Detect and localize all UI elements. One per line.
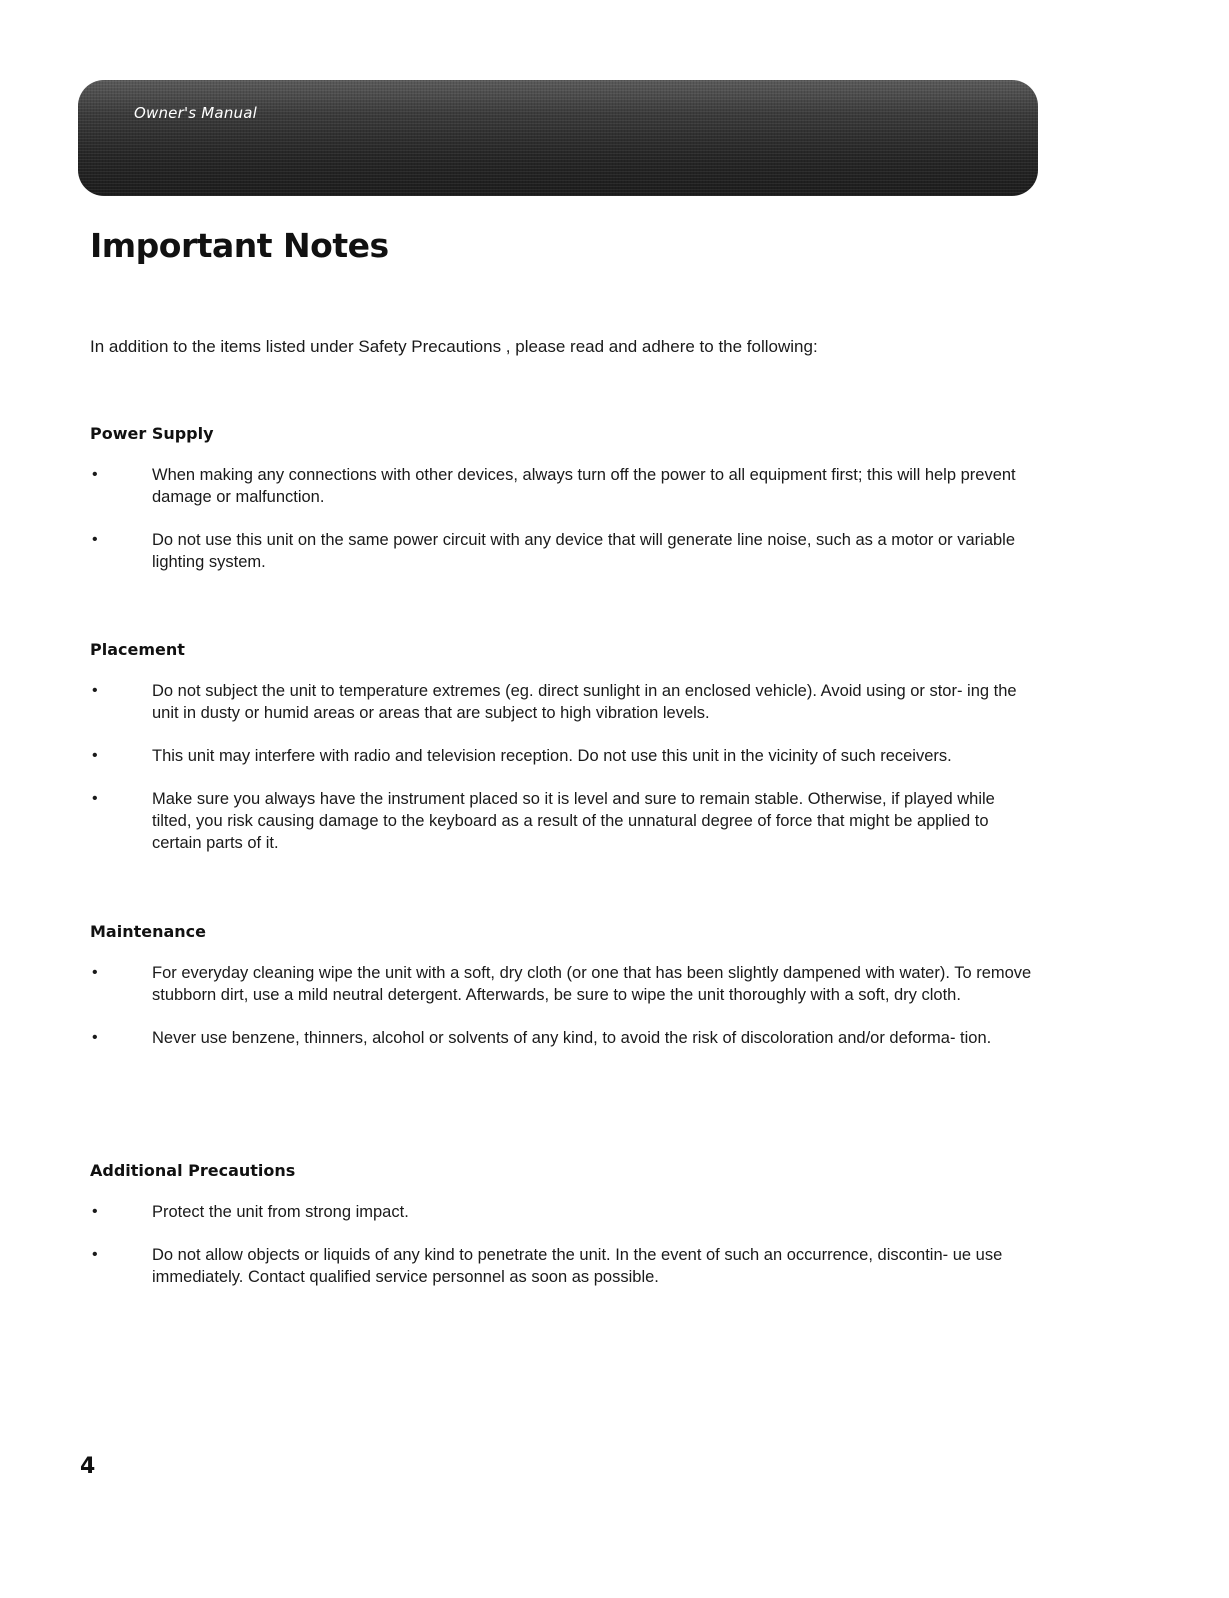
section-heading: Maintenance (90, 922, 207, 941)
bullet-list (90, 962, 1030, 1049)
bullet-icon: • (92, 531, 98, 548)
intro-text: In addition to the items listed under Safety Precautions , please read and adhere to the following: (90, 337, 818, 356)
list-item-text: This unit may interfere with radio and television reception. Do not use this unit in the vicinity of such receivers. (152, 747, 952, 765)
bullet-list (90, 680, 1030, 854)
section-additional-precautions (90, 1161, 1030, 1288)
list-item-text: Do not subject the unit to temperature extremes (eg. direct sunlight in an enclosed vehicle). Avoid using or stor- ing the unit in dusty or humid areas or areas that are subject to high vibration levels. (152, 682, 1017, 722)
list-item (90, 529, 1030, 573)
header-banner (78, 80, 1038, 196)
bullet-icon: • (92, 790, 98, 807)
list-item-text: Protect the unit from strong impact. (152, 1203, 409, 1221)
list-item-text: Make sure you always have the instrument placed so it is level and sure to remain stable. Otherwise, if played while tilted, you risk causing damage to the keyboard as a result of the unnatural degree of force that might be applied to certain parts of it. (152, 790, 995, 852)
list-item (90, 1201, 1030, 1223)
list-item (90, 680, 1030, 724)
bullet-icon: • (92, 466, 98, 483)
bullet-icon: • (92, 1246, 98, 1263)
header-label: Owner's Manual (134, 104, 257, 122)
list-item (90, 464, 1030, 508)
bullet-icon: • (92, 747, 98, 764)
section-placement (90, 640, 1030, 854)
list-item (90, 1244, 1030, 1288)
bullet-icon: • (92, 1203, 98, 1220)
section-heading: Placement (90, 640, 185, 659)
section-maintenance (90, 922, 1030, 1049)
bullet-icon: • (92, 682, 98, 699)
section-power-supply (90, 424, 1030, 573)
bullet-icon: • (92, 1029, 98, 1046)
bullet-list (90, 464, 1030, 573)
list-item-text: For everyday cleaning wipe the unit with a soft, dry cloth (or one that has been slightly dampened with water). To remove stubborn dirt, use a mild neutral detergent. Afterwards, be sure to wipe the unit thoroughly with a soft, dry cloth. (152, 964, 1032, 1004)
list-item (90, 788, 1030, 854)
section-heading: Additional Precautions (90, 1161, 296, 1180)
page-title: Important Notes (90, 226, 389, 265)
bullet-list (90, 1201, 1030, 1288)
list-item-text: When making any connections with other devices, always turn off the power to all equipment first; this will help prevent damage or malfunction. (152, 466, 1016, 506)
list-item (90, 745, 1030, 767)
section-heading: Power Supply (90, 424, 214, 443)
list-item (90, 1027, 1030, 1049)
list-item-text: Do not allow objects or liquids of any kind to penetrate the unit. In the event of such an occurrence, discontin- ue use immediately. Contact qualified service personnel as soon as possible. (152, 1246, 1003, 1286)
list-item-text: Never use benzene, thinners, alcohol or solvents of any kind, to avoid the risk of discoloration and/or deforma- tion. (152, 1029, 992, 1047)
list-item (90, 962, 1030, 1006)
page-number: 4 (80, 1454, 96, 1479)
bullet-icon: • (92, 964, 98, 981)
list-item-text: Do not use this unit on the same power circuit with any device that will generate line noise, such as a motor or variable lighting system. (152, 531, 1016, 571)
